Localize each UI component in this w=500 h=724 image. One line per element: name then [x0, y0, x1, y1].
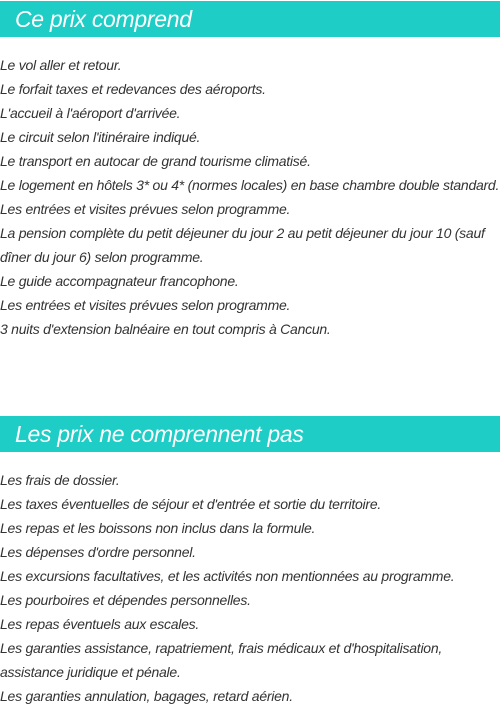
list-item: Le vol aller et retour.: [0, 57, 122, 73]
list-item: Les dépenses d'ordre personnel.: [0, 544, 196, 560]
list-item: Les repas éventuels aux escales.: [0, 616, 200, 632]
list-item: Les excursions facultatives, et les activités non mentionnées au programme.: [0, 568, 455, 584]
list-item: Le forfait taxes et redevances des aéroports.: [0, 81, 266, 97]
list-item: L'accueil à l'aéroport d'arrivée.: [0, 105, 181, 121]
list-item: 3 nuits d'extension balnéaire en tout compris à Cancun.: [0, 321, 331, 337]
list-item: Le logement en hôtels 3* ou 4* (normes locales) en base chambre double standard.: [0, 177, 500, 193]
list-item: Les repas et les boissons non inclus dans la formule.: [0, 520, 316, 536]
includes-section-title: Ce prix comprend: [0, 1, 500, 37]
list-item: La pension complète du petit déjeuner du jour 2 au petit déjeuner du jour 10 (sauf dîner du jour 6) selon programme.: [0, 225, 485, 265]
includes-list: [0, 53, 500, 341]
list-item: Le guide accompagnateur francophone.: [0, 273, 239, 289]
list-item: Les frais de dossier.: [0, 472, 120, 488]
excludes-list: [0, 468, 500, 708]
list-item: Les garanties annulation, bagages, retard aérien.: [0, 688, 293, 704]
list-item: Les entrées et visites prévues selon programme.: [0, 297, 291, 313]
list-item: Le transport en autocar de grand tourisme climatisé.: [0, 153, 311, 169]
excludes-section-title: Les prix ne comprennent pas: [0, 416, 500, 452]
list-item: Les garanties assistance, rapatriement, frais médicaux et d'hospitalisation, assistance juridique et pénale.: [0, 640, 443, 680]
list-item: Les pourboires et dépendes personnelles.: [0, 592, 251, 608]
list-item: Le circuit selon l'itinéraire indiqué.: [0, 129, 201, 145]
list-item: Les entrées et visites prévues selon programme.: [0, 201, 291, 217]
list-item: Les taxes éventuelles de séjour et d'entrée et sortie du territoire.: [0, 496, 382, 512]
